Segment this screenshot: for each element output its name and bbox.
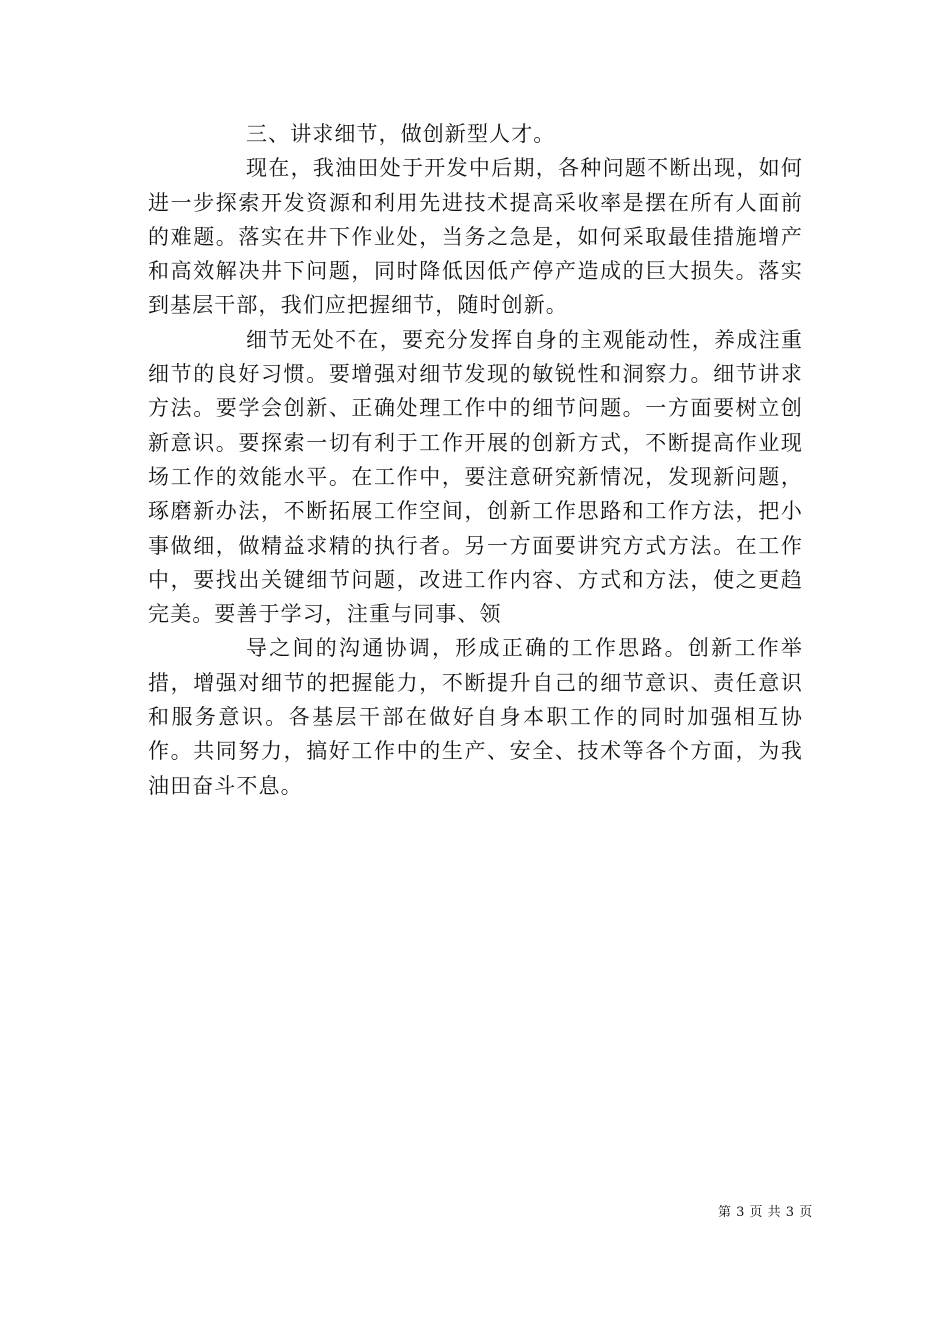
section-heading: 三、讲求细节，做创新型人才。 — [246, 122, 556, 146]
paragraph-3: 导之间的沟通协调，形成正确的工作思路。创新工作举措，增强对细节的把握能力，不断提升自己的细节意识、责任意识和服务意识。各基层干部在做好自身本职工作的同时加强相互协作。共同努力，搞好工作中的生产、安全、技术等各个方面，为我油田奋斗不息。 — [148, 636, 803, 798]
document-body — [148, 117, 803, 803]
paragraph-2: 细节无处不在，要充分发挥自身的主观能动性，养成注重细节的良好习惯。要增强对细节发现的敏锐性和洞察力。细节讲求方法。要学会创新、正确处理工作中的细节问题。一方面要树立创新意识。要探索一切有利于工作开展的创新方式，不断提高作业现场工作的效能水平。在工作中，要注意研究新情况，发现新问题，琢磨新办法，不断拓展工作空间，创新工作思路和工作方法，把小事做细，做精益求精的执行者。另一方面要讲究方式方法。在工作中，要找出关键细节问题，改进工作内容、方式和方法，使之更趋完美。要善于学习，注重与同事、领 — [148, 327, 803, 627]
page-number-footer: 第 3 页 共 3 页 — [718, 1205, 813, 1220]
paragraph-1: 现在，我油田处于开发中后期，各种问题不断出现，如何进一步探索开发资源和利用先进技术提高采收率是摆在所有人面前的难题。落实在井下作业处，当务之急是，如何采取最佳措施增产和高效解决井下问题，同时降低因低产停产造成的巨大损失。落实到基层干部，我们应把握细节，随时创新。 — [148, 156, 803, 318]
